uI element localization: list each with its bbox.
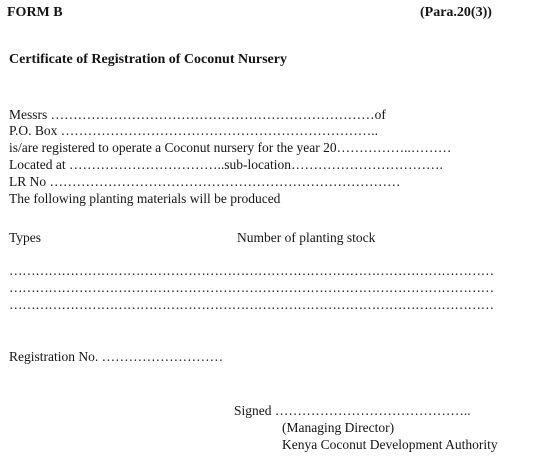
form-label: FORM B	[7, 5, 63, 20]
planting-materials-line: The following planting materials will be produced	[9, 191, 281, 206]
signed-line: Signed ……………………………………..	[234, 403, 471, 418]
messrs-line: Messrs ………………………………………………………………of	[9, 107, 386, 122]
blank-row: …………………………………………………………………………………………………	[9, 280, 494, 295]
located-line: Located at ……………………………..sub-location…………………………….	[9, 157, 443, 172]
lr-no-line: LR No ……………………………………………………………………	[9, 174, 401, 189]
signatory-role: (Managing Director)	[282, 420, 395, 435]
blank-row: …………………………………………………………………………………………………	[9, 263, 494, 278]
po-box-line: P.O. Box ……………………………………………………………..	[9, 123, 379, 138]
registered-line: is/are registered to operate a Coconut nursery for the year 20……………..………	[9, 140, 452, 155]
registration-number-line: Registration No. ………………………	[9, 349, 224, 364]
para-reference: (Para.20(3))	[420, 5, 492, 20]
blank-row: …………………………………………………………………………………………………	[9, 297, 494, 312]
types-column-header: Types	[9, 230, 42, 245]
certificate-title: Certificate of Registration of Coconut Nursery	[9, 52, 287, 67]
planting-stock-column-header: Number of planting stock	[237, 230, 376, 245]
signatory-organization: Kenya Coconut Development Authority	[282, 437, 498, 452]
